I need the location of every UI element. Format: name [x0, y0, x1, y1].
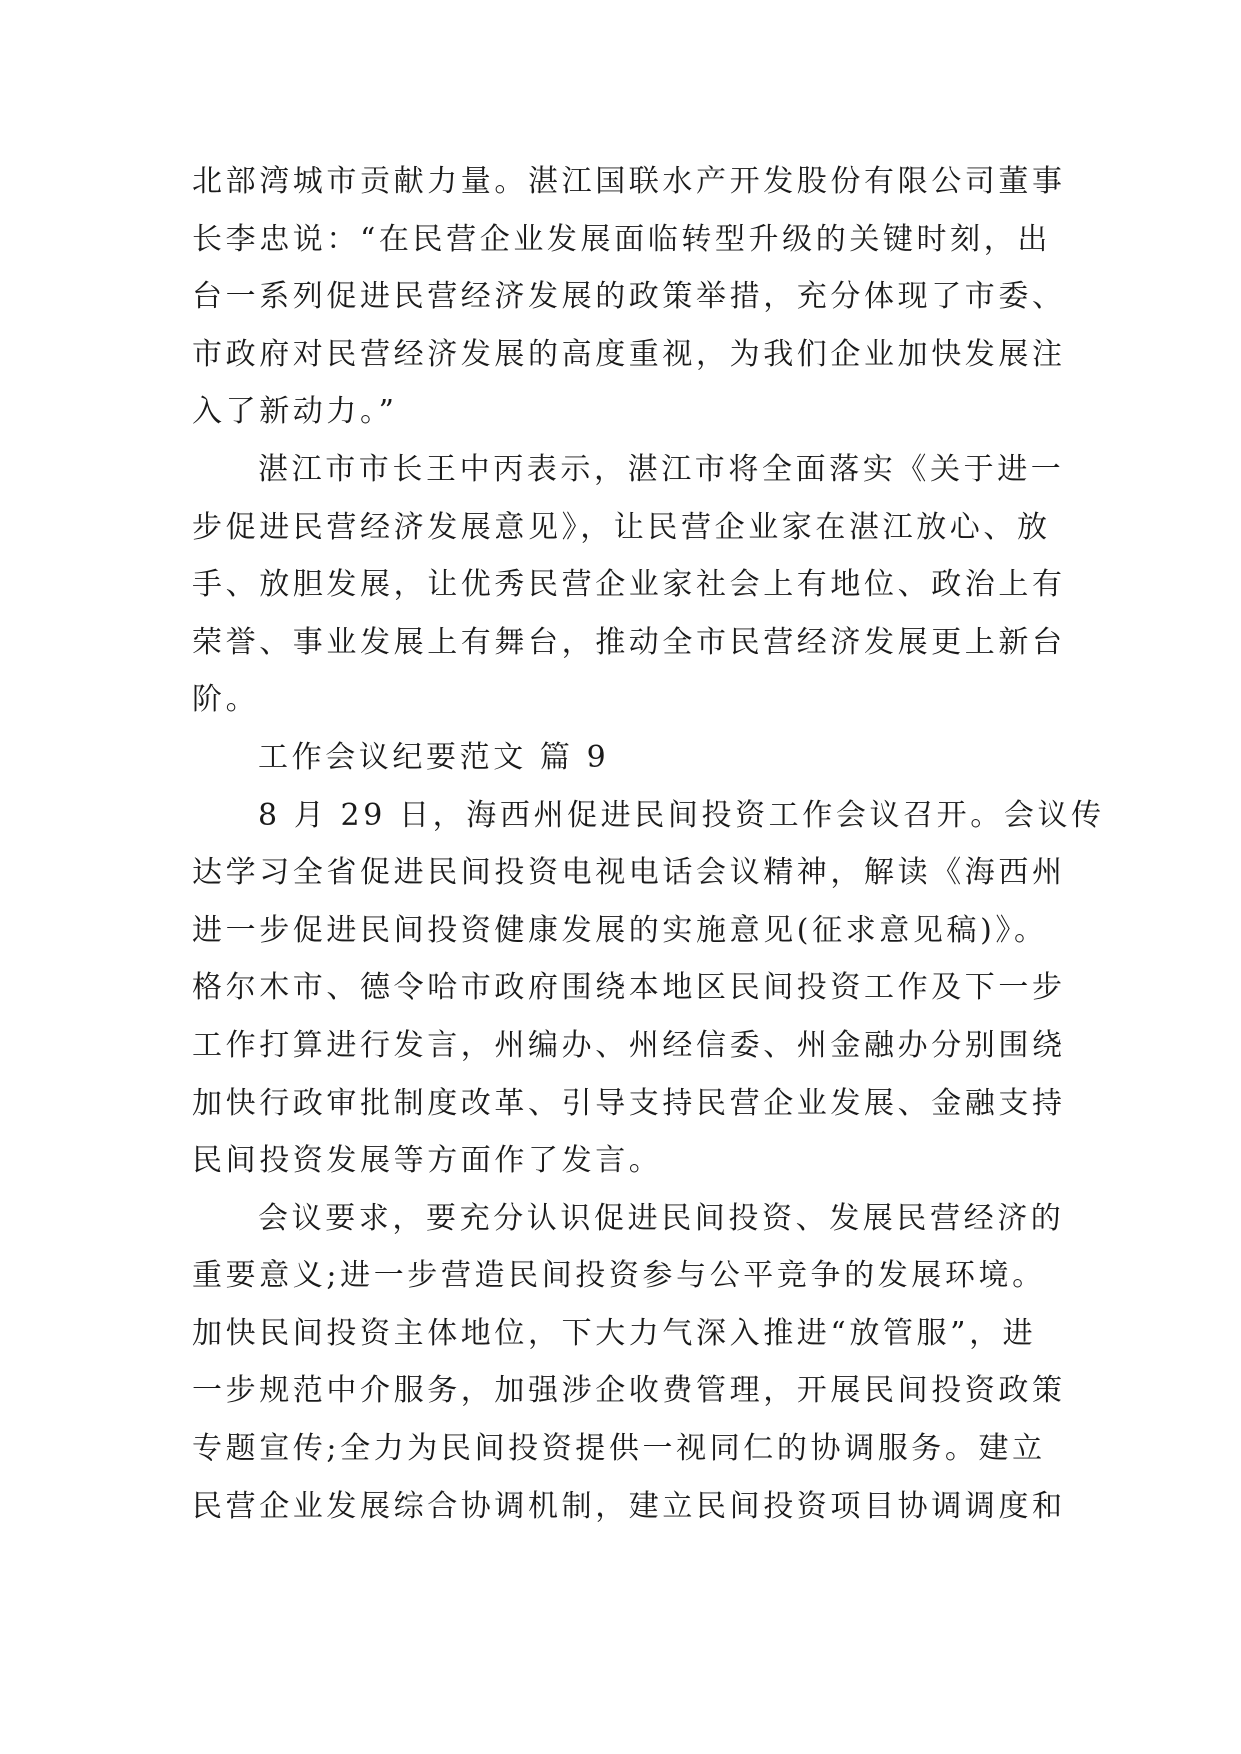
text-line: 工作会议纪要范文 篇 9 [258, 739, 610, 775]
text-line: 专题宣传;全力为民间投资提供一视同仁的协调服务。建立 [192, 1431, 1046, 1467]
text-line: 达学习全省促进民间投资电视电话会议精神，解读《海西州 [192, 855, 1066, 891]
text-line: 湛江市市长王中丙表示，湛江市将全面落实《关于进一 [258, 451, 1065, 487]
text-line: 加快民间投资主体地位，下大力气深入推进“放管服”，进 [192, 1315, 1037, 1351]
text-line: 民间投资发展等方面作了发言。 [192, 1143, 663, 1179]
text-line: 荣誉、事业发展上有舞台，推动全市民营经济发展更上新台 [192, 624, 1066, 660]
text-line: 北部湾城市贡献力量。湛江国联水产开发股份有限公司董事 [192, 164, 1066, 199]
text-line: 8 月 29 日，海西州促进民间投资工作会议召开。会议传 [258, 797, 1105, 833]
text-line: 入了新动力。” [192, 394, 398, 430]
text-line: 工作打算进行发言，州编办、州经信委、州金融办分别围绕 [192, 1027, 1066, 1063]
text-line: 加快行政审批制度改革、引导支持民营企业发展、金融支持 [192, 1085, 1066, 1121]
document-body [192, 153, 1105, 1535]
text-line: 民营企业发展综合协调机制，建立民间投资项目协调调度和 [192, 1488, 1066, 1524]
text-line: 格尔木市、德令哈市政府围绕本地区民间投资工作及下一步 [192, 970, 1066, 1006]
text-line: 进一步促进民间投资健康发展的实施意见(征求意见稿)》。 [192, 912, 1048, 948]
text-line: 步促进民营经济发展意见》，让民营企业家在湛江放心、放 [192, 509, 1051, 545]
text-line: 手、放胆发展，让优秀民营企业家社会上有地位、政治上有 [192, 567, 1066, 603]
text-line: 台一系列促进民营经济发展的政策举措，充分体现了市委、 [192, 279, 1066, 315]
text-line: 会议要求，要充分认识促进民间投资、发展民营经济的 [258, 1200, 1065, 1236]
text-line: 市政府对民营经济发展的高度重视，为我们企业加快发展注 [192, 336, 1066, 372]
text-line: 一步规范中介服务，加强涉企收费管理，开展民间投资政策 [192, 1373, 1066, 1409]
text-line: 重要意义;进一步营造民间投资参与公平竞争的发展环境。 [192, 1258, 1046, 1294]
text-line: 阶。 [192, 682, 260, 718]
text-line: 长李忠说：“在民营企业发展面临转型升级的关键时刻，出 [192, 221, 1051, 257]
